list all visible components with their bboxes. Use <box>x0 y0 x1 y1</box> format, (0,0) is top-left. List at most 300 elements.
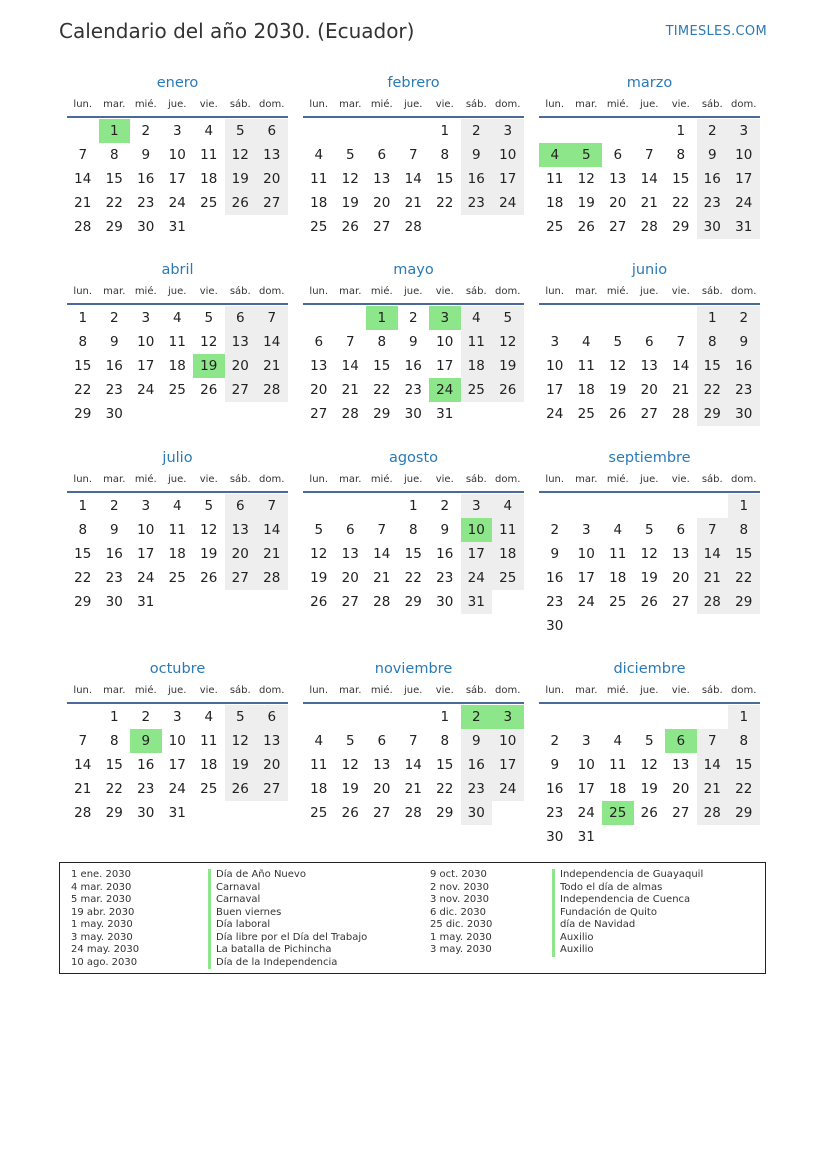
day-cell[interactable]: 15 <box>697 354 729 378</box>
day-cell[interactable]: 16 <box>137 757 155 773</box>
day-cell[interactable]: 19 <box>341 781 359 797</box>
day-cell[interactable]: 19 <box>310 570 328 586</box>
day-cell[interactable]: 29 <box>105 219 123 235</box>
day-cell[interactable]: 30 <box>137 805 155 821</box>
day-cell[interactable]: 22 <box>672 195 690 211</box>
day-cell[interactable]: 2 <box>440 498 450 514</box>
day-cell[interactable]: 10 <box>137 334 155 350</box>
day-cell[interactable]: 23 <box>546 594 564 610</box>
day-cell[interactable]: 20 <box>672 781 690 797</box>
day-cell[interactable]: 3 <box>141 498 151 514</box>
day-cell[interactable]: 8 <box>676 147 686 163</box>
day-cell[interactable]: 14 <box>74 171 92 187</box>
day-cell[interactable]: 10 <box>546 358 564 374</box>
day-cell[interactable]: 26 <box>577 219 595 235</box>
day-cell[interactable]: 11 <box>609 546 627 562</box>
day-cell[interactable]: 14 <box>256 518 288 542</box>
day-cell[interactable]: 18 <box>200 757 218 773</box>
day-cell[interactable]: 11 <box>310 171 328 187</box>
day-cell[interactable]: 10 <box>577 546 595 562</box>
day-cell[interactable]: 15 <box>105 757 123 773</box>
day-cell[interactable]: 5 <box>492 306 524 330</box>
day-cell[interactable]: 29 <box>697 402 729 426</box>
day-cell[interactable]: 21 <box>341 382 359 398</box>
day-cell[interactable]: 28 <box>256 566 288 590</box>
day-cell[interactable]: 6 <box>256 705 288 729</box>
day-cell[interactable]: 14 <box>640 171 658 187</box>
day-cell[interactable]: 25 <box>310 805 328 821</box>
day-cell[interactable]: 1 <box>78 310 88 326</box>
day-cell[interactable]: 20 <box>373 781 391 797</box>
day-cell[interactable]: 18 <box>310 195 328 211</box>
holiday-day-cell[interactable]: 3 <box>429 306 461 330</box>
day-cell[interactable]: 12 <box>225 729 257 753</box>
day-cell[interactable]: 13 <box>225 518 257 542</box>
day-cell[interactable]: 3 <box>172 123 182 139</box>
day-cell[interactable]: 2 <box>728 306 760 330</box>
day-cell[interactable]: 25 <box>168 570 186 586</box>
day-cell[interactable]: 24 <box>168 195 186 211</box>
day-cell[interactable]: 3 <box>172 709 182 725</box>
day-cell[interactable]: 8 <box>408 522 418 538</box>
day-cell[interactable]: 12 <box>200 522 218 538</box>
day-cell[interactable]: 7 <box>697 518 729 542</box>
day-cell[interactable]: 17 <box>728 167 760 191</box>
day-cell[interactable]: 28 <box>341 406 359 422</box>
day-cell[interactable]: 31 <box>461 590 493 614</box>
day-cell[interactable]: 20 <box>256 167 288 191</box>
day-cell[interactable]: 22 <box>728 777 760 801</box>
day-cell[interactable]: 14 <box>404 757 422 773</box>
day-cell[interactable]: 17 <box>546 382 564 398</box>
day-cell[interactable]: 26 <box>200 382 218 398</box>
day-cell[interactable]: 14 <box>672 358 690 374</box>
day-cell[interactable]: 25 <box>546 219 564 235</box>
day-cell[interactable]: 4 <box>314 147 324 163</box>
day-cell[interactable]: 11 <box>461 330 493 354</box>
day-cell[interactable]: 8 <box>728 729 760 753</box>
day-cell[interactable]: 15 <box>105 171 123 187</box>
day-cell[interactable]: 15 <box>404 546 422 562</box>
day-cell[interactable]: 6 <box>225 494 257 518</box>
day-cell[interactable]: 9 <box>109 334 119 350</box>
day-cell[interactable]: 9 <box>728 330 760 354</box>
day-cell[interactable]: 11 <box>168 522 186 538</box>
day-cell[interactable]: 1 <box>440 123 450 139</box>
day-cell[interactable]: 21 <box>74 781 92 797</box>
day-cell[interactable]: 26 <box>341 219 359 235</box>
day-cell[interactable]: 27 <box>373 805 391 821</box>
day-cell[interactable]: 13 <box>225 330 257 354</box>
day-cell[interactable]: 21 <box>640 195 658 211</box>
day-cell[interactable]: 10 <box>137 522 155 538</box>
day-cell[interactable]: 7 <box>256 494 288 518</box>
day-cell[interactable]: 26 <box>640 594 658 610</box>
day-cell[interactable]: 9 <box>141 147 151 163</box>
day-cell[interactable]: 10 <box>728 143 760 167</box>
day-cell[interactable]: 6 <box>256 119 288 143</box>
day-cell[interactable]: 11 <box>310 757 328 773</box>
day-cell[interactable]: 17 <box>168 171 186 187</box>
day-cell[interactable]: 28 <box>404 805 422 821</box>
day-cell[interactable]: 20 <box>672 570 690 586</box>
day-cell[interactable]: 23 <box>461 191 493 215</box>
day-cell[interactable]: 8 <box>697 330 729 354</box>
day-cell[interactable]: 16 <box>728 354 760 378</box>
day-cell[interactable]: 18 <box>577 382 595 398</box>
day-cell[interactable]: 28 <box>256 378 288 402</box>
day-cell[interactable]: 22 <box>105 781 123 797</box>
day-cell[interactable]: 24 <box>137 570 155 586</box>
day-cell[interactable]: 4 <box>314 733 324 749</box>
day-cell[interactable]: 20 <box>256 753 288 777</box>
day-cell[interactable]: 16 <box>137 171 155 187</box>
day-cell[interactable]: 7 <box>78 733 88 749</box>
day-cell[interactable]: 12 <box>310 546 328 562</box>
day-cell[interactable]: 21 <box>256 542 288 566</box>
day-cell[interactable]: 24 <box>137 382 155 398</box>
day-cell[interactable]: 22 <box>436 195 454 211</box>
day-cell[interactable]: 17 <box>577 570 595 586</box>
day-cell[interactable]: 1 <box>440 709 450 725</box>
day-cell[interactable]: 4 <box>172 310 182 326</box>
day-cell[interactable]: 23 <box>546 805 564 821</box>
day-cell[interactable]: 24 <box>728 191 760 215</box>
day-cell[interactable]: 10 <box>492 729 524 753</box>
day-cell[interactable]: 20 <box>373 195 391 211</box>
day-cell[interactable]: 21 <box>404 781 422 797</box>
day-cell[interactable]: 24 <box>461 566 493 590</box>
day-cell[interactable]: 23 <box>105 382 123 398</box>
day-cell[interactable]: 30 <box>105 594 123 610</box>
day-cell[interactable]: 12 <box>640 757 658 773</box>
day-cell[interactable]: 6 <box>644 334 654 350</box>
day-cell[interactable]: 23 <box>728 378 760 402</box>
day-cell[interactable]: 22 <box>728 566 760 590</box>
day-cell[interactable]: 13 <box>672 546 690 562</box>
day-cell[interactable]: 3 <box>461 494 493 518</box>
day-cell[interactable]: 29 <box>373 406 391 422</box>
day-cell[interactable]: 21 <box>697 777 729 801</box>
day-cell[interactable]: 29 <box>74 594 92 610</box>
day-cell[interactable]: 12 <box>609 358 627 374</box>
day-cell[interactable]: 18 <box>609 781 627 797</box>
day-cell[interactable]: 2 <box>109 498 119 514</box>
day-cell[interactable]: 21 <box>373 570 391 586</box>
day-cell[interactable]: 18 <box>546 195 564 211</box>
day-cell[interactable]: 20 <box>225 354 257 378</box>
day-cell[interactable]: 4 <box>581 334 591 350</box>
day-cell[interactable]: 8 <box>78 334 88 350</box>
day-cell[interactable]: 10 <box>577 757 595 773</box>
day-cell[interactable]: 24 <box>492 191 524 215</box>
day-cell[interactable]: 12 <box>200 334 218 350</box>
day-cell[interactable]: 18 <box>609 570 627 586</box>
day-cell[interactable]: 12 <box>341 757 359 773</box>
day-cell[interactable]: 5 <box>613 334 623 350</box>
day-cell[interactable]: 12 <box>640 546 658 562</box>
day-cell[interactable]: 7 <box>345 334 355 350</box>
day-cell[interactable]: 15 <box>436 171 454 187</box>
day-cell[interactable]: 16 <box>461 753 493 777</box>
day-cell[interactable]: 2 <box>697 119 729 143</box>
day-cell[interactable]: 16 <box>404 358 422 374</box>
day-cell[interactable]: 8 <box>109 733 119 749</box>
day-cell[interactable]: 9 <box>697 143 729 167</box>
day-cell[interactable]: 29 <box>728 801 760 825</box>
day-cell[interactable]: 24 <box>577 805 595 821</box>
day-cell[interactable]: 1 <box>408 498 418 514</box>
day-cell[interactable]: 6 <box>377 147 387 163</box>
day-cell[interactable]: 3 <box>550 334 560 350</box>
day-cell[interactable]: 17 <box>492 753 524 777</box>
day-cell[interactable]: 7 <box>644 147 654 163</box>
day-cell[interactable]: 31 <box>577 829 595 845</box>
day-cell[interactable]: 21 <box>672 382 690 398</box>
day-cell[interactable]: 15 <box>728 542 760 566</box>
day-cell[interactable]: 31 <box>168 219 186 235</box>
day-cell[interactable]: 24 <box>546 406 564 422</box>
day-cell[interactable]: 13 <box>256 729 288 753</box>
day-cell[interactable]: 25 <box>200 781 218 797</box>
day-cell[interactable]: 28 <box>640 219 658 235</box>
day-cell[interactable]: 18 <box>168 546 186 562</box>
day-cell[interactable]: 6 <box>345 522 355 538</box>
day-cell[interactable]: 27 <box>672 594 690 610</box>
day-cell[interactable]: 3 <box>728 119 760 143</box>
day-cell[interactable]: 13 <box>609 171 627 187</box>
day-cell[interactable]: 19 <box>640 781 658 797</box>
day-cell[interactable]: 28 <box>697 801 729 825</box>
day-cell[interactable]: 26 <box>341 805 359 821</box>
day-cell[interactable]: 5 <box>314 522 324 538</box>
day-cell[interactable]: 21 <box>256 354 288 378</box>
day-cell[interactable]: 5 <box>345 147 355 163</box>
day-cell[interactable]: 21 <box>697 566 729 590</box>
day-cell[interactable]: 27 <box>256 777 288 801</box>
day-cell[interactable]: 11 <box>546 171 564 187</box>
day-cell[interactable]: 2 <box>550 733 560 749</box>
day-cell[interactable]: 23 <box>137 195 155 211</box>
day-cell[interactable]: 8 <box>109 147 119 163</box>
day-cell[interactable]: 29 <box>74 406 92 422</box>
holiday-day-cell[interactable]: 25 <box>602 801 634 825</box>
day-cell[interactable]: 14 <box>341 358 359 374</box>
day-cell[interactable]: 21 <box>404 195 422 211</box>
day-cell[interactable]: 7 <box>676 334 686 350</box>
day-cell[interactable]: 23 <box>404 382 422 398</box>
day-cell[interactable]: 22 <box>74 382 92 398</box>
day-cell[interactable]: 16 <box>697 167 729 191</box>
day-cell[interactable]: 14 <box>256 330 288 354</box>
day-cell[interactable]: 30 <box>546 618 564 634</box>
holiday-day-cell[interactable]: 3 <box>492 705 524 729</box>
day-cell[interactable]: 23 <box>436 570 454 586</box>
day-cell[interactable]: 28 <box>373 594 391 610</box>
day-cell[interactable]: 26 <box>225 191 257 215</box>
day-cell[interactable]: 31 <box>728 215 760 239</box>
day-cell[interactable]: 10 <box>492 143 524 167</box>
day-cell[interactable]: 24 <box>492 777 524 801</box>
day-cell[interactable]: 5 <box>644 522 654 538</box>
day-cell[interactable]: 10 <box>436 334 454 350</box>
day-cell[interactable]: 20 <box>609 195 627 211</box>
day-cell[interactable]: 27 <box>373 219 391 235</box>
day-cell[interactable]: 27 <box>256 191 288 215</box>
day-cell[interactable]: 19 <box>609 382 627 398</box>
day-cell[interactable]: 19 <box>225 753 257 777</box>
day-cell[interactable]: 18 <box>200 171 218 187</box>
day-cell[interactable]: 4 <box>613 522 623 538</box>
day-cell[interactable]: 24 <box>168 781 186 797</box>
day-cell[interactable]: 11 <box>200 147 218 163</box>
day-cell[interactable]: 31 <box>436 406 454 422</box>
day-cell[interactable]: 30 <box>461 801 493 825</box>
day-cell[interactable]: 13 <box>672 757 690 773</box>
day-cell[interactable]: 6 <box>314 334 324 350</box>
day-cell[interactable]: 16 <box>461 167 493 191</box>
day-cell[interactable]: 19 <box>200 546 218 562</box>
day-cell[interactable]: 3 <box>581 733 591 749</box>
day-cell[interactable]: 1 <box>728 494 760 518</box>
day-cell[interactable]: 7 <box>408 733 418 749</box>
day-cell[interactable]: 17 <box>577 781 595 797</box>
day-cell[interactable]: 27 <box>609 219 627 235</box>
day-cell[interactable]: 17 <box>168 757 186 773</box>
day-cell[interactable]: 8 <box>728 518 760 542</box>
day-cell[interactable]: 6 <box>613 147 623 163</box>
day-cell[interactable]: 22 <box>697 378 729 402</box>
day-cell[interactable]: 30 <box>436 594 454 610</box>
day-cell[interactable]: 11 <box>200 733 218 749</box>
day-cell[interactable]: 9 <box>461 143 493 167</box>
day-cell[interactable]: 12 <box>492 330 524 354</box>
day-cell[interactable]: 9 <box>550 757 560 773</box>
day-cell[interactable]: 23 <box>137 781 155 797</box>
day-cell[interactable]: 18 <box>492 542 524 566</box>
day-cell[interactable]: 13 <box>341 546 359 562</box>
day-cell[interactable]: 14 <box>697 542 729 566</box>
day-cell[interactable]: 3 <box>492 119 524 143</box>
day-cell[interactable]: 17 <box>492 167 524 191</box>
day-cell[interactable]: 26 <box>310 594 328 610</box>
day-cell[interactable]: 14 <box>697 753 729 777</box>
holiday-day-cell[interactable]: 6 <box>665 729 697 753</box>
day-cell[interactable]: 7 <box>377 522 387 538</box>
day-cell[interactable]: 19 <box>492 354 524 378</box>
day-cell[interactable]: 4 <box>461 306 493 330</box>
day-cell[interactable]: 16 <box>105 546 123 562</box>
day-cell[interactable]: 17 <box>137 358 155 374</box>
day-cell[interactable]: 23 <box>105 570 123 586</box>
day-cell[interactable]: 5 <box>204 498 214 514</box>
day-cell[interactable]: 4 <box>204 123 214 139</box>
day-cell[interactable]: 26 <box>640 805 658 821</box>
day-cell[interactable]: 14 <box>74 757 92 773</box>
day-cell[interactable]: 5 <box>204 310 214 326</box>
day-cell[interactable]: 31 <box>168 805 186 821</box>
day-cell[interactable]: 6 <box>377 733 387 749</box>
day-cell[interactable]: 18 <box>168 358 186 374</box>
day-cell[interactable]: 9 <box>461 729 493 753</box>
day-cell[interactable]: 16 <box>546 570 564 586</box>
day-cell[interactable]: 11 <box>577 358 595 374</box>
day-cell[interactable]: 13 <box>256 143 288 167</box>
day-cell[interactable]: 1 <box>109 709 119 725</box>
day-cell[interactable]: 4 <box>204 709 214 725</box>
day-cell[interactable]: 19 <box>640 570 658 586</box>
day-cell[interactable]: 27 <box>225 566 257 590</box>
day-cell[interactable]: 30 <box>728 402 760 426</box>
day-cell[interactable]: 14 <box>373 546 391 562</box>
day-cell[interactable]: 1 <box>676 123 686 139</box>
day-cell[interactable]: 19 <box>577 195 595 211</box>
day-cell[interactable]: 8 <box>440 733 450 749</box>
day-cell[interactable]: 2 <box>461 119 493 143</box>
day-cell[interactable]: 15 <box>728 753 760 777</box>
day-cell[interactable]: 1 <box>728 705 760 729</box>
day-cell[interactable]: 25 <box>492 566 524 590</box>
day-cell[interactable]: 5 <box>644 733 654 749</box>
day-cell[interactable]: 20 <box>640 382 658 398</box>
day-cell[interactable]: 30 <box>137 219 155 235</box>
holiday-day-cell[interactable]: 19 <box>193 354 225 378</box>
day-cell[interactable]: 18 <box>310 781 328 797</box>
day-cell[interactable]: 27 <box>672 805 690 821</box>
day-cell[interactable]: 29 <box>105 805 123 821</box>
day-cell[interactable]: 2 <box>550 522 560 538</box>
day-cell[interactable]: 22 <box>436 781 454 797</box>
day-cell[interactable]: 28 <box>74 219 92 235</box>
day-cell[interactable]: 30 <box>404 406 422 422</box>
day-cell[interactable]: 19 <box>225 167 257 191</box>
day-cell[interactable]: 7 <box>697 729 729 753</box>
day-cell[interactable]: 27 <box>640 406 658 422</box>
day-cell[interactable]: 5 <box>225 705 257 729</box>
holiday-day-cell[interactable]: 4 <box>539 143 571 167</box>
holiday-day-cell[interactable]: 24 <box>429 378 461 402</box>
day-cell[interactable]: 6 <box>225 306 257 330</box>
day-cell[interactable]: 22 <box>404 570 422 586</box>
day-cell[interactable]: 19 <box>341 195 359 211</box>
day-cell[interactable]: 31 <box>137 594 155 610</box>
day-cell[interactable]: 15 <box>672 171 690 187</box>
day-cell[interactable]: 27 <box>310 406 328 422</box>
day-cell[interactable]: 12 <box>225 143 257 167</box>
day-cell[interactable]: 30 <box>697 215 729 239</box>
holiday-day-cell[interactable]: 5 <box>571 143 603 167</box>
day-cell[interactable]: 28 <box>672 406 690 422</box>
day-cell[interactable]: 17 <box>137 546 155 562</box>
day-cell[interactable]: 25 <box>577 406 595 422</box>
day-cell[interactable]: 13 <box>640 358 658 374</box>
day-cell[interactable]: 15 <box>74 358 92 374</box>
day-cell[interactable]: 8 <box>377 334 387 350</box>
day-cell[interactable]: 21 <box>74 195 92 211</box>
day-cell[interactable]: 9 <box>440 522 450 538</box>
day-cell[interactable]: 10 <box>168 733 186 749</box>
holiday-day-cell[interactable]: 2 <box>461 705 493 729</box>
day-cell[interactable]: 29 <box>672 219 690 235</box>
day-cell[interactable]: 23 <box>697 191 729 215</box>
day-cell[interactable]: 11 <box>492 518 524 542</box>
day-cell[interactable]: 28 <box>404 219 422 235</box>
day-cell[interactable]: 25 <box>168 382 186 398</box>
day-cell[interactable]: 2 <box>408 310 418 326</box>
day-cell[interactable]: 2 <box>141 123 151 139</box>
day-cell[interactable]: 26 <box>225 777 257 801</box>
day-cell[interactable]: 12 <box>341 171 359 187</box>
